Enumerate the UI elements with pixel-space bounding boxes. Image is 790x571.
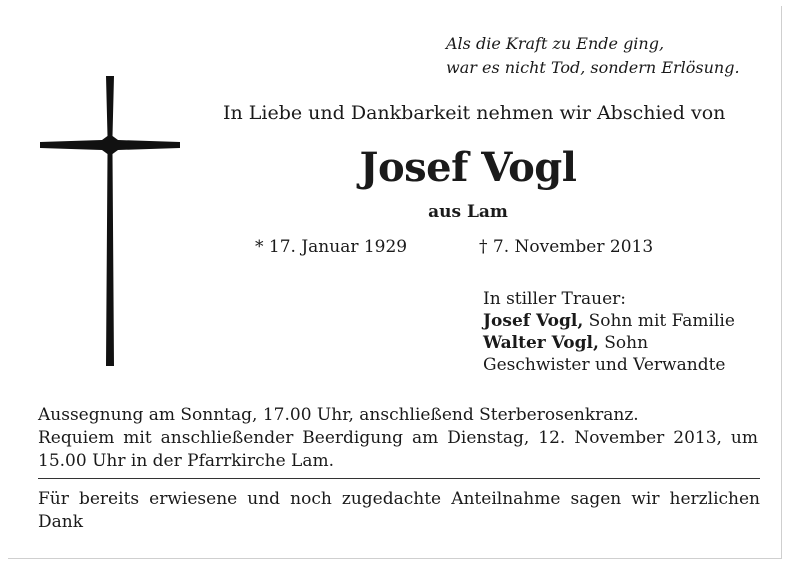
mourner-entry xyxy=(483,310,735,332)
mourner-name: Walter Vogl, xyxy=(483,333,599,353)
quote-line-1: Als die Kraft zu Ende ging, xyxy=(446,34,665,53)
deceased-name: Josef Vogl xyxy=(359,144,577,191)
funeral-line-2: Requiem mit anschließender Beerdigung am Dienstag, 12. November 2013, um 15.00 Uhr in der Pfarrkirche Lam. xyxy=(38,428,758,471)
birth-date: * 17. Januar 1929 xyxy=(255,237,408,257)
funeral-details xyxy=(38,404,758,473)
mourner-entry xyxy=(483,332,735,354)
mourners-heading: In stiller Trauer: xyxy=(483,289,626,309)
mourners-others: Geschwister und Verwandte xyxy=(483,355,726,375)
mourner-name: Josef Vogl, xyxy=(483,311,584,331)
mourners-list xyxy=(483,288,735,376)
farewell-intro: In Liebe und Dankbarkeit nehmen wir Abschied von xyxy=(223,102,726,124)
divider xyxy=(38,478,760,479)
obituary-notice xyxy=(8,6,782,559)
mourner-relation: Sohn xyxy=(598,333,649,353)
epitaph-quote xyxy=(446,32,740,80)
thanks-note: Für bereits erwiesene und noch zugedachte Anteilnahme sagen wir herzlichen Dank xyxy=(38,489,760,532)
funeral-line-1: Aussegnung am Sonntag, 17.00 Uhr, anschließend Sterberosenkranz. xyxy=(38,405,639,425)
death-date: † 7. November 2013 xyxy=(479,237,654,257)
deceased-origin: aus Lam xyxy=(428,202,508,222)
mourner-relation: Sohn mit Familie xyxy=(583,311,735,331)
cross-icon xyxy=(40,76,180,376)
quote-line-2: war es nicht Tod, sondern Erlösung. xyxy=(446,58,740,77)
